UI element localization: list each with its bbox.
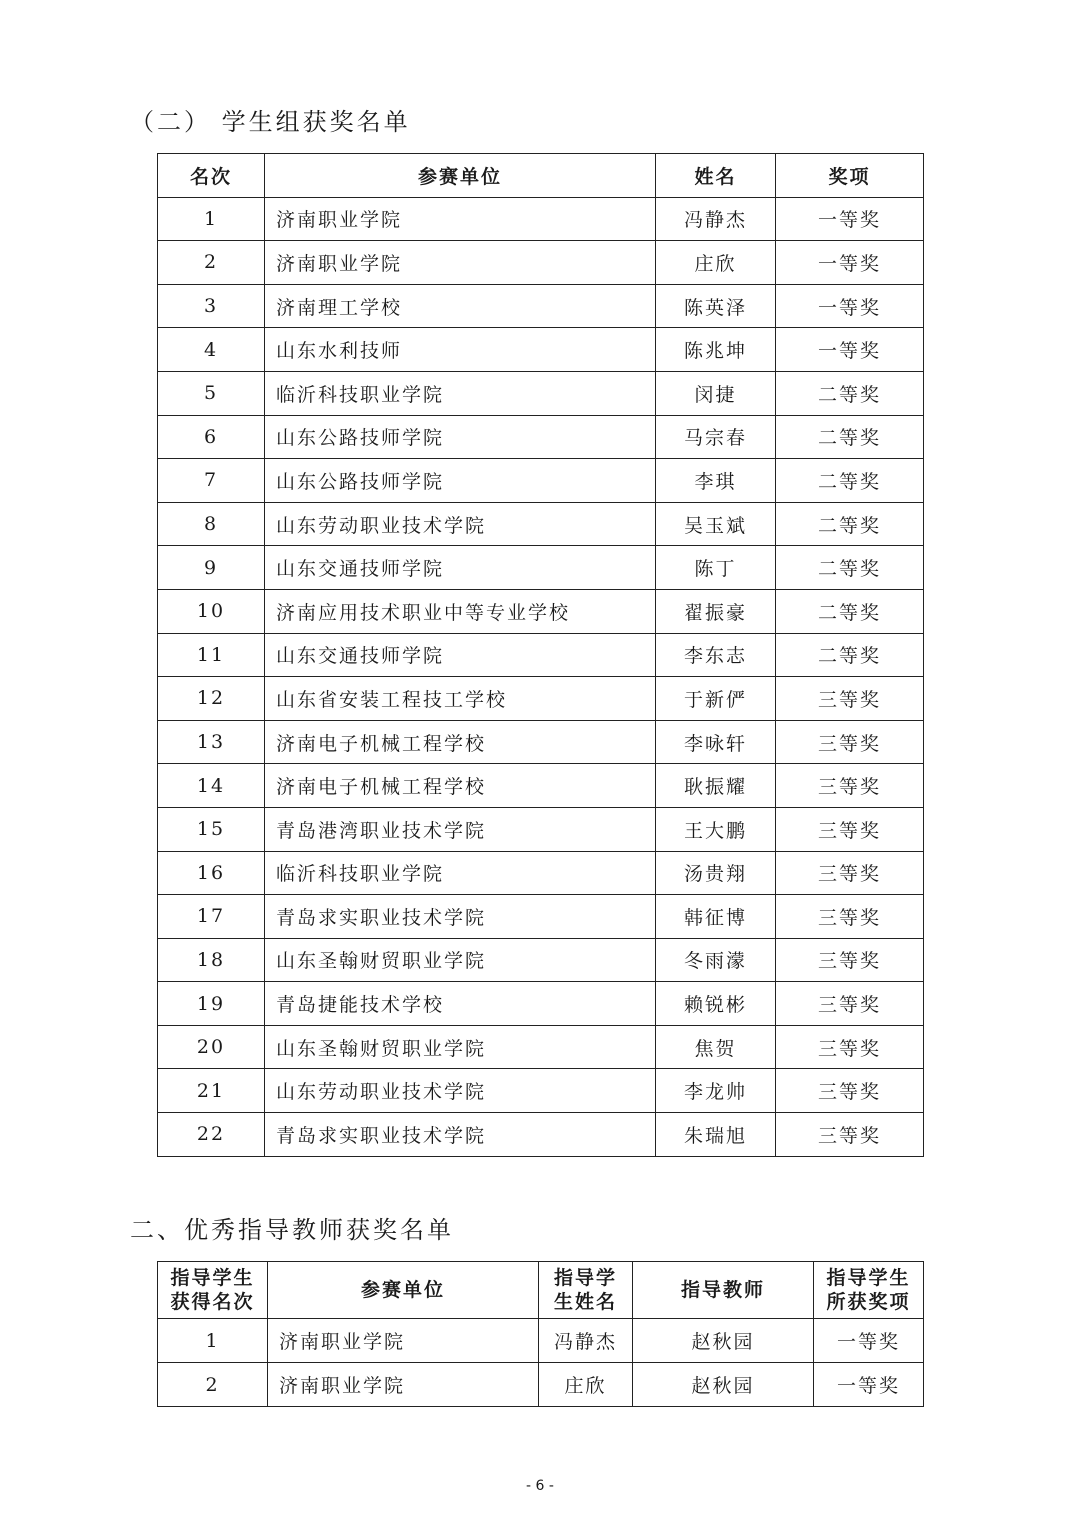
cell-award: 一等奖 (776, 328, 924, 372)
cell-unit: 山东公路技师学院 (265, 415, 656, 459)
header-line: 生姓名 (553, 1291, 617, 1313)
table-row (158, 677, 924, 721)
cell-rank: 9 (158, 546, 265, 590)
cell-name: 陈兆坤 (656, 328, 776, 372)
cell-award: 三等奖 (776, 807, 924, 851)
cell-unit: 山东省安装工程技工学校 (265, 677, 656, 721)
table-row (158, 415, 924, 459)
cell-unit: 山东劳动职业技术学院 (265, 502, 656, 546)
cell-award: 三等奖 (776, 938, 924, 982)
cell-rank: 15 (158, 807, 265, 851)
cell-name: 冯静杰 (656, 197, 776, 241)
cell-award: 二等奖 (776, 546, 924, 590)
table-row (158, 807, 924, 851)
cell-award: 二等奖 (776, 415, 924, 459)
cell-unit: 青岛求实职业技术学院 (265, 1113, 656, 1157)
table-row (158, 328, 924, 372)
table-row (158, 197, 924, 241)
cell-unit: 济南理工学校 (265, 284, 656, 328)
cell-unit: 济南职业学院 (265, 241, 656, 285)
cell-name: 王大鹏 (656, 807, 776, 851)
cell-name: 闵捷 (656, 371, 776, 415)
cell-award: 一等奖 (814, 1363, 924, 1407)
header-name: 姓名 (656, 154, 776, 198)
cell-rank: 22 (158, 1113, 265, 1157)
table-row (158, 502, 924, 546)
header-line: 获得名次 (170, 1291, 255, 1313)
cell-teacher: 赵秋园 (633, 1319, 814, 1363)
header-line: 参赛单位 (360, 1279, 445, 1301)
cell-name: 耿振耀 (656, 764, 776, 808)
cell-unit: 山东交通技师学院 (265, 633, 656, 677)
cell-rank: 3 (158, 284, 265, 328)
table-row (158, 589, 924, 633)
cell-teacher: 赵秋园 (633, 1363, 814, 1407)
table-row (158, 241, 924, 285)
header-line: 指导学生 (826, 1267, 911, 1289)
cell-name: 陈英泽 (656, 284, 776, 328)
cell-unit: 青岛求实职业技术学院 (265, 895, 656, 939)
cell-rank: 1 (158, 1319, 268, 1363)
cell-rank: 10 (158, 589, 265, 633)
cell-name: 庄欣 (656, 241, 776, 285)
header-award: 奖项 (776, 154, 924, 198)
table-row (158, 284, 924, 328)
page-number: - 6 - (526, 1478, 554, 1494)
cell-unit: 济南应用技术职业中等专业学校 (265, 589, 656, 633)
cell-rank: 5 (158, 371, 265, 415)
cell-rank: 12 (158, 677, 265, 721)
cell-rank: 21 (158, 1069, 265, 1113)
table-row (158, 895, 924, 939)
cell-award: 一等奖 (814, 1319, 924, 1363)
cell-rank: 18 (158, 938, 265, 982)
cell-unit: 临沂科技职业学院 (265, 371, 656, 415)
table-header-row (158, 154, 924, 198)
header-unit (268, 1262, 539, 1319)
cell-rank: 16 (158, 851, 265, 895)
table-row (158, 764, 924, 808)
header-rank: 名次 (158, 154, 265, 198)
header-line: 指导教师 (680, 1279, 765, 1301)
cell-unit: 山东水利技师 (265, 328, 656, 372)
cell-award: 三等奖 (776, 1069, 924, 1113)
cell-name: 陈丁 (656, 546, 776, 590)
cell-rank: 6 (158, 415, 265, 459)
cell-unit: 临沂科技职业学院 (265, 851, 656, 895)
table-row (158, 1069, 924, 1113)
cell-rank: 11 (158, 633, 265, 677)
table-row (158, 1025, 924, 1069)
cell-award: 一等奖 (776, 284, 924, 328)
cell-award: 三等奖 (776, 851, 924, 895)
cell-name: 焦贺 (656, 1025, 776, 1069)
cell-name: 朱瑞旭 (656, 1113, 776, 1157)
cell-name: 吴玉斌 (656, 502, 776, 546)
cell-name: 李东志 (656, 633, 776, 677)
cell-award: 三等奖 (776, 720, 924, 764)
cell-award: 二等奖 (776, 371, 924, 415)
cell-award: 二等奖 (776, 633, 924, 677)
header-line: 指导学生 (170, 1267, 255, 1289)
table-row (158, 982, 924, 1026)
cell-award: 二等奖 (776, 502, 924, 546)
cell-name: 于新俨 (656, 677, 776, 721)
cell-name: 马宗春 (656, 415, 776, 459)
header-line: 指导学 (553, 1267, 617, 1289)
cell-award: 三等奖 (776, 677, 924, 721)
table-row (158, 633, 924, 677)
cell-name: 汤贵翔 (656, 851, 776, 895)
cell-rank: 2 (158, 241, 265, 285)
cell-unit: 济南电子机械工程学校 (265, 764, 656, 808)
cell-award: 三等奖 (776, 1025, 924, 1069)
cell-name: 李咏轩 (656, 720, 776, 764)
cell-unit: 山东交通技师学院 (265, 546, 656, 590)
cell-unit: 济南电子机械工程学校 (265, 720, 656, 764)
cell-award: 二等奖 (776, 589, 924, 633)
cell-name: 韩征博 (656, 895, 776, 939)
cell-rank: 8 (158, 502, 265, 546)
cell-name: 赖锐彬 (656, 982, 776, 1026)
cell-rank: 4 (158, 328, 265, 372)
table-row (158, 720, 924, 764)
cell-name: 冬雨濛 (656, 938, 776, 982)
table-row (158, 371, 924, 415)
cell-name: 李琪 (656, 459, 776, 503)
header-teacher (633, 1262, 814, 1319)
cell-award: 一等奖 (776, 241, 924, 285)
table-header-row (158, 1262, 924, 1319)
cell-rank: 1 (158, 197, 265, 241)
header-line: 所获奖项 (826, 1291, 911, 1313)
header-rank (158, 1262, 268, 1319)
cell-award: 三等奖 (776, 982, 924, 1026)
cell-rank: 20 (158, 1025, 265, 1069)
cell-award: 三等奖 (776, 764, 924, 808)
cell-award: 二等奖 (776, 459, 924, 503)
cell-unit: 济南职业学院 (265, 197, 656, 241)
cell-unit: 济南职业学院 (268, 1363, 539, 1407)
table-row (158, 851, 924, 895)
cell-unit: 山东圣翰财贸职业学院 (265, 938, 656, 982)
cell-unit: 山东公路技师学院 (265, 459, 656, 503)
header-student-name (539, 1262, 633, 1319)
cell-award: 一等奖 (776, 197, 924, 241)
cell-name: 翟振豪 (656, 589, 776, 633)
cell-name: 李龙帅 (656, 1069, 776, 1113)
cell-rank: 19 (158, 982, 265, 1026)
header-unit: 参赛单位 (265, 154, 656, 198)
cell-award: 三等奖 (776, 1113, 924, 1157)
cell-unit: 山东劳动职业技术学院 (265, 1069, 656, 1113)
cell-student-name: 庄欣 (539, 1363, 633, 1407)
cell-rank: 14 (158, 764, 265, 808)
cell-unit: 青岛港湾职业技术学院 (265, 807, 656, 851)
cell-rank: 13 (158, 720, 265, 764)
section-title-teacher-awards: 二、优秀指导教师获奖名单 (130, 1216, 454, 1244)
header-award (814, 1262, 924, 1319)
cell-rank: 2 (158, 1363, 268, 1407)
table-row (158, 1113, 924, 1157)
cell-student-name: 冯静杰 (539, 1319, 633, 1363)
section-title-student-awards: （二） 学生组获奖名单 (130, 108, 411, 136)
cell-rank: 7 (158, 459, 265, 503)
cell-award: 三等奖 (776, 895, 924, 939)
cell-rank: 17 (158, 895, 265, 939)
table-row (158, 459, 924, 503)
teacher-awards-table (157, 1261, 924, 1407)
cell-unit: 济南职业学院 (268, 1319, 539, 1363)
student-awards-table (157, 153, 924, 1157)
table-row (158, 938, 924, 982)
table-row (158, 546, 924, 590)
cell-unit: 青岛捷能技术学校 (265, 982, 656, 1026)
table-row (158, 1319, 924, 1363)
cell-unit: 山东圣翰财贸职业学院 (265, 1025, 656, 1069)
table-row (158, 1363, 924, 1407)
